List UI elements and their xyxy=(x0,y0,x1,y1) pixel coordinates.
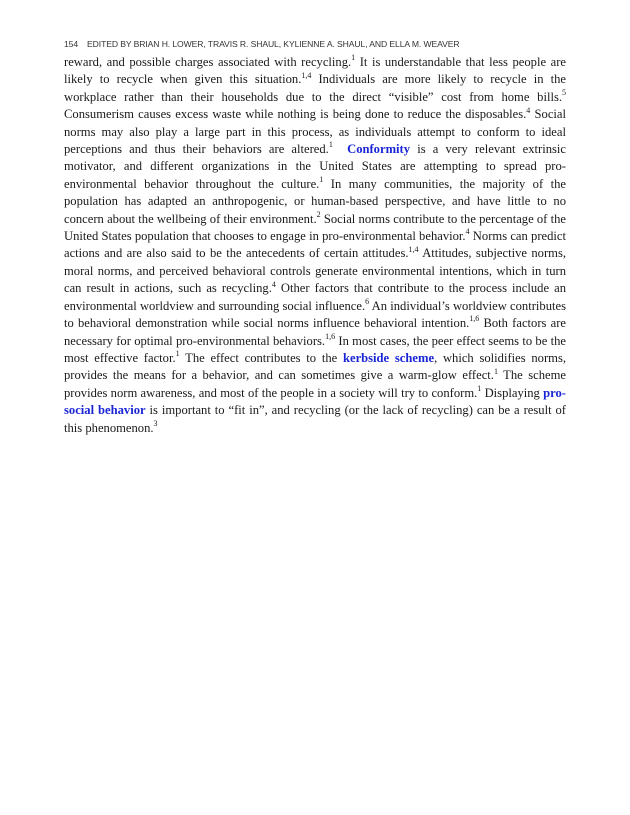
sentence: Individuals are more likely to recycle in the workplace rather than their households due to the direct “visible” cost from home bills. xyxy=(64,72,567,104)
citation-ref: 1 xyxy=(477,384,482,394)
sentence: The effect contributes to the xyxy=(179,350,343,365)
sentence: reward, and possible charges associated with recycling. xyxy=(64,55,352,69)
citation-ref: 1,4 xyxy=(301,70,312,80)
sentence: In many communities, the majority of the population has adapted an anthropogenic, or human-based perspective, and have little to no concern about the wellbeing of their environment. xyxy=(64,176,566,226)
citation-ref: 1 xyxy=(328,140,333,150)
sentence: Norms can predict actions and are also said to be the antecedents of certain attitudes. xyxy=(64,229,567,261)
sentence: is a very relevant extrinsic motivator, and different organizations in the United States are attempting to spread pro-environmental behavior throughout the culture. xyxy=(64,142,567,191)
sentence: Social norms may also play a large part in this process, as individuals attempt to conform to ideal perceptions and thus their behaviors are altered. xyxy=(64,107,566,157)
sentence: The scheme provides norm awareness, and most of the people in a society will try to conform. xyxy=(64,368,566,400)
conformity-link[interactable]: Conformity xyxy=(347,142,411,157)
sentence: is important to “fit in”, and recycling (or the lack of recycling) can be a result of this phenomenon. xyxy=(64,403,566,435)
citation-ref: 1,4 xyxy=(408,244,419,254)
citation-ref: 2 xyxy=(316,209,321,219)
citation-ref: 4 xyxy=(465,227,470,237)
sentence: Both factors are necessary for optimal pro-environmental behaviors. xyxy=(64,316,566,348)
running-header xyxy=(64,39,566,49)
sentence: An individual’s worldview contributes to behavioral demonstration while social norms influence behavioral intention. xyxy=(64,298,566,331)
kerbside-scheme-link[interactable]: kerbside scheme xyxy=(342,350,435,365)
sentence: In most cases, the peer effect seems to be the most effective factor. xyxy=(64,333,566,365)
citation-ref: 3 xyxy=(153,418,158,428)
citation-ref: 1,6 xyxy=(469,314,480,324)
citation-ref: 1,6 xyxy=(325,331,336,341)
pro-social-behavior-link[interactable]: pro-social behavior xyxy=(64,385,566,418)
sentence: , which solidifies norms, provides the means for a behavior, and can sometimes give a warm-glow effect. xyxy=(64,350,567,383)
sentence: Consumerism causes excess waste while nothing is being done to reduce the disposables. xyxy=(64,107,527,122)
sentence: Social norms contribute to the percentage of the United States population that chooses to engage in pro-environmental behavior. xyxy=(64,211,566,244)
citation-ref: 1 xyxy=(493,366,498,376)
running-title: EDITED BY BRIAN H. LOWER, TRAVIS R. SHAUL, KYLIENNE A. SHAUL, AND ELLA M. WEAVER xyxy=(87,39,460,49)
citation-ref: 5 xyxy=(562,88,566,98)
citation-ref: 4 xyxy=(271,279,276,289)
citation-ref: 1 xyxy=(175,349,180,359)
body-paragraph xyxy=(64,54,566,437)
sentence: Displaying xyxy=(481,385,544,400)
sentence: Attitudes, subjective norms, moral norms, and perceived behavioral controls generate environmental intentions, which in turn can result in actions, such as recycling. xyxy=(64,246,566,296)
citation-ref: 1 xyxy=(319,175,324,185)
sentence: It is understandable that less people are likely to recycle when given this situation. xyxy=(64,55,566,87)
sentence: Other factors that contribute to the process include an environmental worldview and surrounding social influence. xyxy=(64,281,566,313)
citation-ref: 1 xyxy=(351,53,356,63)
page-number: 154 xyxy=(64,39,79,49)
citation-ref: 4 xyxy=(526,105,531,115)
citation-ref: 6 xyxy=(365,297,370,306)
